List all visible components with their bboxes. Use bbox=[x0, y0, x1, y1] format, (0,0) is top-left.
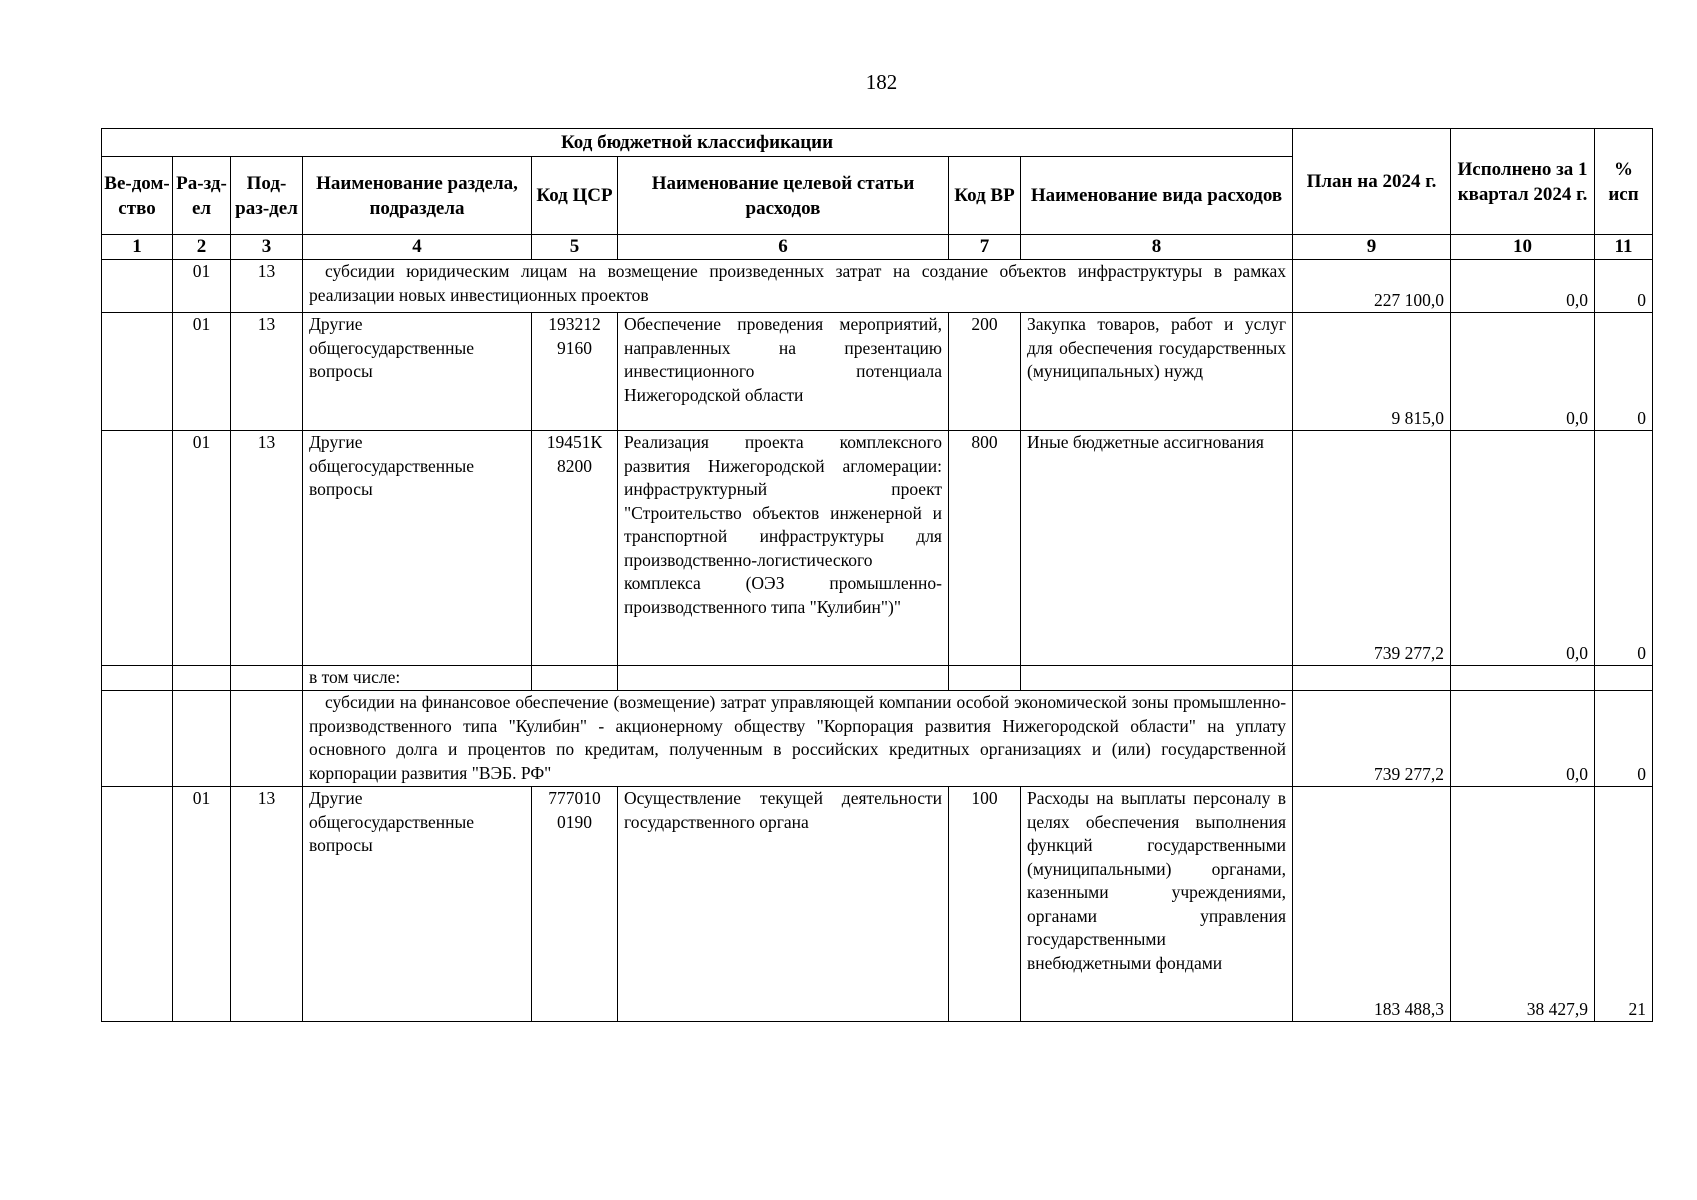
header-razdel: Ра-зд-ел bbox=[173, 157, 231, 235]
podrazdel-cell: 13 bbox=[231, 431, 303, 666]
column-number: 9 bbox=[1293, 235, 1451, 260]
plan-cell: 739 277,2 bbox=[1293, 691, 1451, 787]
header-name-razdel: Наименование раздела, подраздела bbox=[303, 157, 532, 235]
table-row bbox=[102, 691, 1653, 787]
podrazdel-cell: 13 bbox=[231, 260, 303, 313]
column-number: 1 bbox=[102, 235, 173, 260]
header-csr: Код ЦСР bbox=[532, 157, 618, 235]
plan-cell: 227 100,0 bbox=[1293, 260, 1451, 313]
razdel-cell: 01 bbox=[173, 431, 231, 666]
column-number: 3 bbox=[231, 235, 303, 260]
csr-cell: 193212 9160 bbox=[532, 313, 618, 431]
percent-cell: 0 bbox=[1595, 313, 1653, 431]
target-name-cell: Обеспечение проведения мероприятий, направленных на презентацию инвестиционного потенциала Нижегородской области bbox=[618, 313, 949, 431]
vr-name-cell: Закупка товаров, работ и услуг для обеспечения государственных (муниципальных) нужд bbox=[1021, 313, 1293, 431]
column-number: 7 bbox=[949, 235, 1021, 260]
vr-cell: 800 bbox=[949, 431, 1021, 666]
vr-cell: 200 bbox=[949, 313, 1021, 431]
table-row bbox=[102, 260, 1653, 313]
percent-cell: 0 bbox=[1595, 431, 1653, 666]
subsidy-description: субсидии на финансовое обеспечение (возмещение) затрат управляющей компании особой экономической зоны промышленно-производственного типа "Кулибин" - акционерному обществу "Корпорация развития Нижегородской области" на уплату основного долга и процентов по кредитам, полученным в российских кредитных организациях и (или) государственной корпорации развития "ВЭБ. РФ" bbox=[303, 691, 1293, 787]
percent-cell: 0 bbox=[1595, 260, 1653, 313]
vr-name-cell: Иные бюджетные ассигнования bbox=[1021, 431, 1293, 666]
header-percent: % исп bbox=[1595, 129, 1653, 235]
budget-table bbox=[101, 128, 1653, 1022]
table-row bbox=[102, 666, 1653, 691]
podrazdel-cell: 13 bbox=[231, 313, 303, 431]
header-vr: Код ВР bbox=[949, 157, 1021, 235]
header-podrazdel: Под-раз-дел bbox=[231, 157, 303, 235]
done-cell: 0,0 bbox=[1451, 691, 1595, 787]
razdel-cell: 01 bbox=[173, 787, 231, 1022]
razdel-cell: 01 bbox=[173, 313, 231, 431]
vr-name-cell: Расходы на выплаты персоналу в целях обеспечения выполнения функций государственными (муниципальными) органами, казенными учреждениями, органами управления государственными внебюджетными фондами bbox=[1021, 787, 1293, 1022]
csr-cell: 19451К 8200 bbox=[532, 431, 618, 666]
razdel-cell: 01 bbox=[173, 260, 231, 313]
column-number: 10 bbox=[1451, 235, 1595, 260]
page-number: 182 bbox=[865, 70, 898, 94]
done-cell: 0,0 bbox=[1451, 260, 1595, 313]
percent-cell: 0 bbox=[1595, 691, 1653, 787]
target-name-cell: Осуществление текущей деятельности государственного органа bbox=[618, 787, 949, 1022]
plan-cell: 183 488,3 bbox=[1293, 787, 1451, 1022]
percent-cell: 21 bbox=[1595, 787, 1653, 1022]
header-vr-name: Наименование вида расходов bbox=[1021, 157, 1293, 235]
target-name-cell: Реализация проекта комплексного развития Нижегородской агломерации: инфраструктурный проект "Строительство объектов инженерной и транспортной инфраструктуры для производственно-логистического комплекса (ОЭЗ промышленно-производственного типа "Кулибин")" bbox=[618, 431, 949, 666]
header-vedomstvo: Ве-дом-ство bbox=[102, 157, 173, 235]
csr-cell: 777010 0190 bbox=[532, 787, 618, 1022]
header-group-title: Код бюджетной классификации bbox=[102, 129, 1293, 157]
razdel-name-cell: Другие общегосударственные вопросы bbox=[303, 313, 532, 431]
column-number: 4 bbox=[303, 235, 532, 260]
header-target-name: Наименование целевой статьи расходов bbox=[618, 157, 949, 235]
column-number: 2 bbox=[173, 235, 231, 260]
done-cell: 0,0 bbox=[1451, 313, 1595, 431]
done-cell: 38 427,9 bbox=[1451, 787, 1595, 1022]
podrazdel-cell: 13 bbox=[231, 787, 303, 1022]
done-cell: 0,0 bbox=[1451, 431, 1595, 666]
table-row bbox=[102, 787, 1653, 1022]
header-plan: План на 2024 г. bbox=[1293, 129, 1451, 235]
razdel-name-cell: Другие общегосударственные вопросы bbox=[303, 431, 532, 666]
plan-cell: 9 815,0 bbox=[1293, 313, 1451, 431]
including-label: в том числе: bbox=[303, 666, 532, 691]
column-number: 11 bbox=[1595, 235, 1653, 260]
header-done: Исполнено за 1 квартал 2024 г. bbox=[1451, 129, 1595, 235]
table-row bbox=[102, 431, 1653, 666]
subsidy-description: субсидии юридическим лицам на возмещение произведенных затрат на создание объектов инфраструктуры в рамках реализации новых инвестиционных проектов bbox=[303, 260, 1293, 313]
razdel-name-cell: Другие общегосударственные вопросы bbox=[303, 787, 532, 1022]
column-number: 6 bbox=[618, 235, 949, 260]
table-row bbox=[102, 313, 1653, 431]
plan-cell: 739 277,2 bbox=[1293, 431, 1451, 666]
column-number: 8 bbox=[1021, 235, 1293, 260]
column-number: 5 bbox=[532, 235, 618, 260]
vr-cell: 100 bbox=[949, 787, 1021, 1022]
